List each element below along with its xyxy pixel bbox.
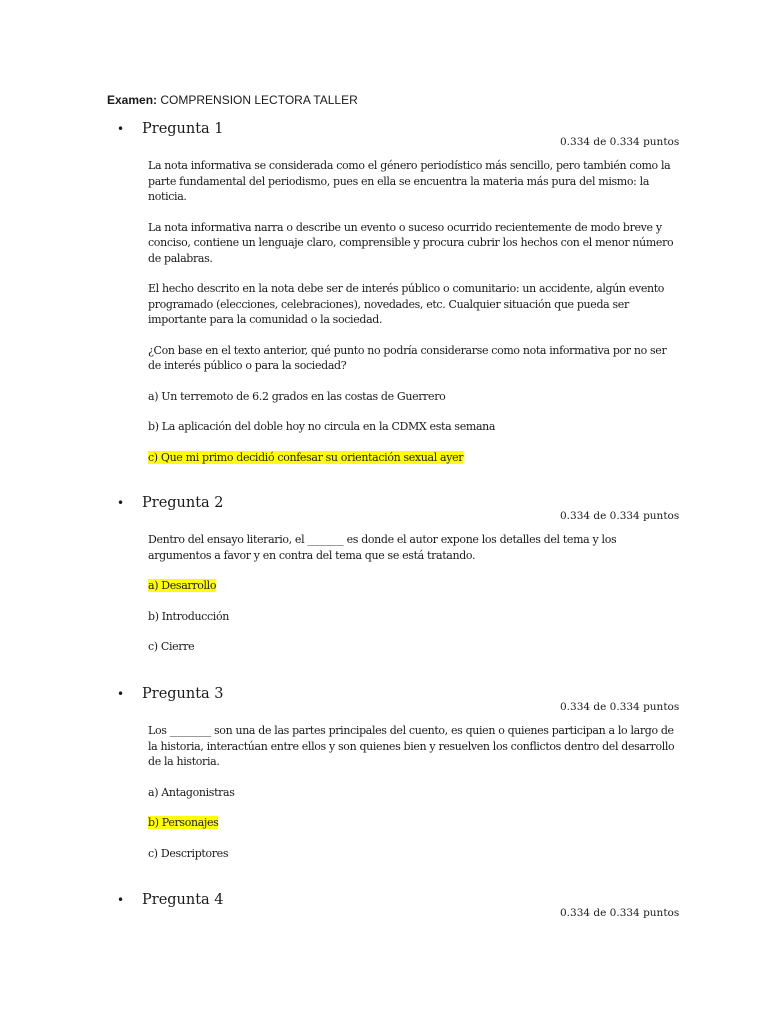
question-2 — [0, 492, 768, 653]
question-label: Pregunta 2 — [142, 495, 224, 511]
question-4 — [0, 889, 768, 919]
exam-label: Examen: — [107, 93, 158, 107]
question-1 — [0, 118, 768, 464]
bullet-icon: • — [117, 687, 125, 701]
question-prompt: ¿Con base en el texto anterior, qué punto no podría considerarse como nota informativa por no ser de interés público o para la sociedad? — [148, 343, 667, 372]
question-score: 0.334 de 0.334 puntos — [560, 136, 680, 148]
answer-option-selected: a) Desarrollo — [148, 579, 217, 592]
answer-option: a) Antagonistras — [148, 785, 235, 799]
question-label: Pregunta 4 — [142, 892, 224, 908]
question-prompt: Los ________ son una de las partes principales del cuento, es quien o quienes participan a lo largo de la historia, interactúan entre ellos y son quienes bien y resuelven los conflictos dentro del desarrollo de la historia. — [148, 724, 675, 768]
bullet-icon: • — [117, 893, 125, 907]
question-score: 0.334 de 0.334 puntos — [560, 701, 680, 713]
question-paragraph: La nota informativa se considerada como el género periodístico más sencillo, pero también como la parte fundamental del periodismo, pues en ella se encuentra la materia más pura del mismo: la noticia. — [148, 159, 671, 203]
question-paragraph: La nota informativa narra o describe un evento o suceso ocurrido recientemente de modo breve y conciso, contiene un lenguaje claro, comprensible y procura cubrir los hechos con el menor número de palabras. — [148, 220, 674, 265]
bullet-icon: • — [117, 496, 125, 510]
question-prompt: Dentro del ensayo literario, el _______ es donde el autor expone los detalles del tema y los argumentos a favor y en contra del tema que se está tratando. — [148, 533, 617, 562]
bullet-icon: • — [117, 122, 125, 136]
answer-option: c) Descriptores — [148, 846, 229, 860]
answer-option: b) La aplicación del doble hoy no circula en la CDMX esta semana — [148, 420, 496, 433]
question-score: 0.334 de 0.334 puntos — [560, 907, 680, 919]
answer-option-selected: b) Personajes — [148, 816, 219, 829]
exam-header — [107, 93, 358, 107]
question-3 — [0, 683, 768, 860]
question-body — [148, 723, 678, 876]
answer-option: b) Introducción — [148, 609, 229, 623]
question-body — [148, 532, 678, 670]
answer-option: a) Un terremoto de 6.2 grados en las costas de Guerrero — [148, 389, 446, 403]
answer-option: c) Cierre — [148, 640, 195, 653]
question-label: Pregunta 3 — [142, 686, 224, 702]
question-paragraph: El hecho descrito en la nota debe ser de interés público o comunitario: un accidente, algún evento programado (elecciones, celebraciones), novedades, etc. Cualquier situación que pueda ser importante para la comunidad o la sociedad. — [148, 282, 665, 326]
answer-option-selected: c) Que mi primo decidió confesar su orientación sexual ayer — [148, 450, 464, 464]
exam-title: COMPRENSION LECTORA TALLER — [160, 93, 358, 107]
question-label: Pregunta 1 — [142, 121, 224, 137]
question-score: 0.334 de 0.334 puntos — [560, 510, 680, 522]
question-body — [148, 158, 678, 480]
